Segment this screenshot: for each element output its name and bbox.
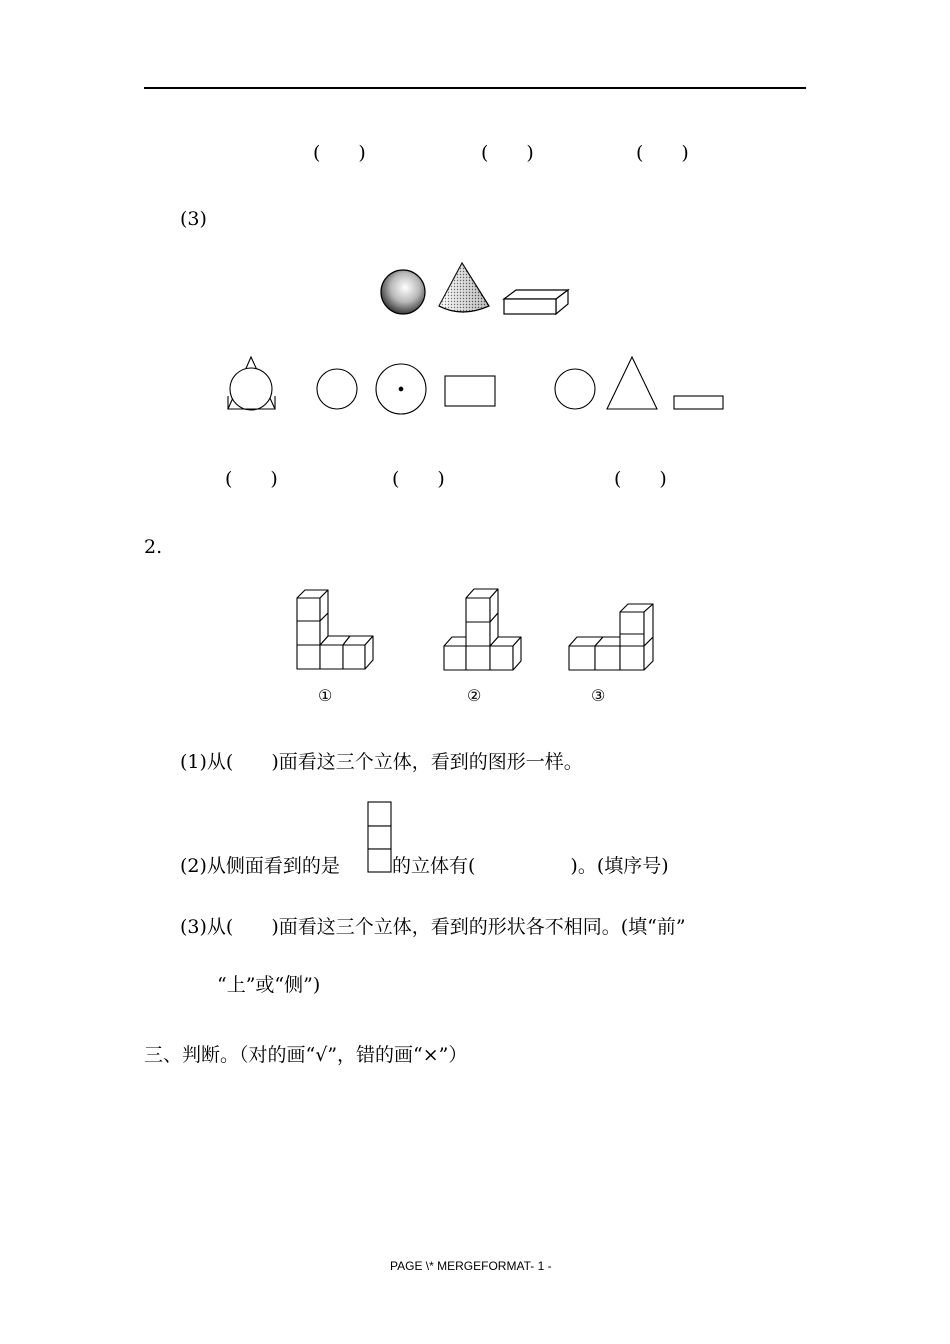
figure-number-3: ③: [591, 686, 606, 705]
section-3-heading: 三、判断。（对的画“√”，错的画“×”）: [144, 1044, 468, 1066]
question-2-2-after: 的立体有( )。(填序号): [392, 855, 669, 877]
answer-blank-5: ( ): [392, 468, 445, 490]
section-2-label: 2.: [144, 536, 163, 558]
answer-blank-6: ( ): [614, 468, 667, 490]
question-3-label: (3): [180, 208, 207, 230]
figure-number-2: ②: [467, 686, 482, 705]
question-2-2-before: (2)从侧面看到的是: [180, 855, 340, 877]
answer-blank-1: ( ): [313, 142, 366, 164]
figure-number-1: ①: [318, 686, 333, 705]
answer-blank-3: ( ): [636, 142, 689, 164]
page-footer: PAGE \* MERGEFORMAT- 1 -: [390, 1259, 552, 1273]
question-2-3-line2: “上”或“侧”): [217, 974, 321, 996]
answer-blank-2: ( ): [481, 142, 534, 164]
answer-blank-4: ( ): [225, 468, 278, 490]
question-2-1: (1)从( )面看这三个立体，看到的图形一样。: [180, 751, 583, 773]
question-2-3-line1: (3)从( )面看这三个立体，看到的形状各不相同。(填“前”: [180, 916, 686, 938]
